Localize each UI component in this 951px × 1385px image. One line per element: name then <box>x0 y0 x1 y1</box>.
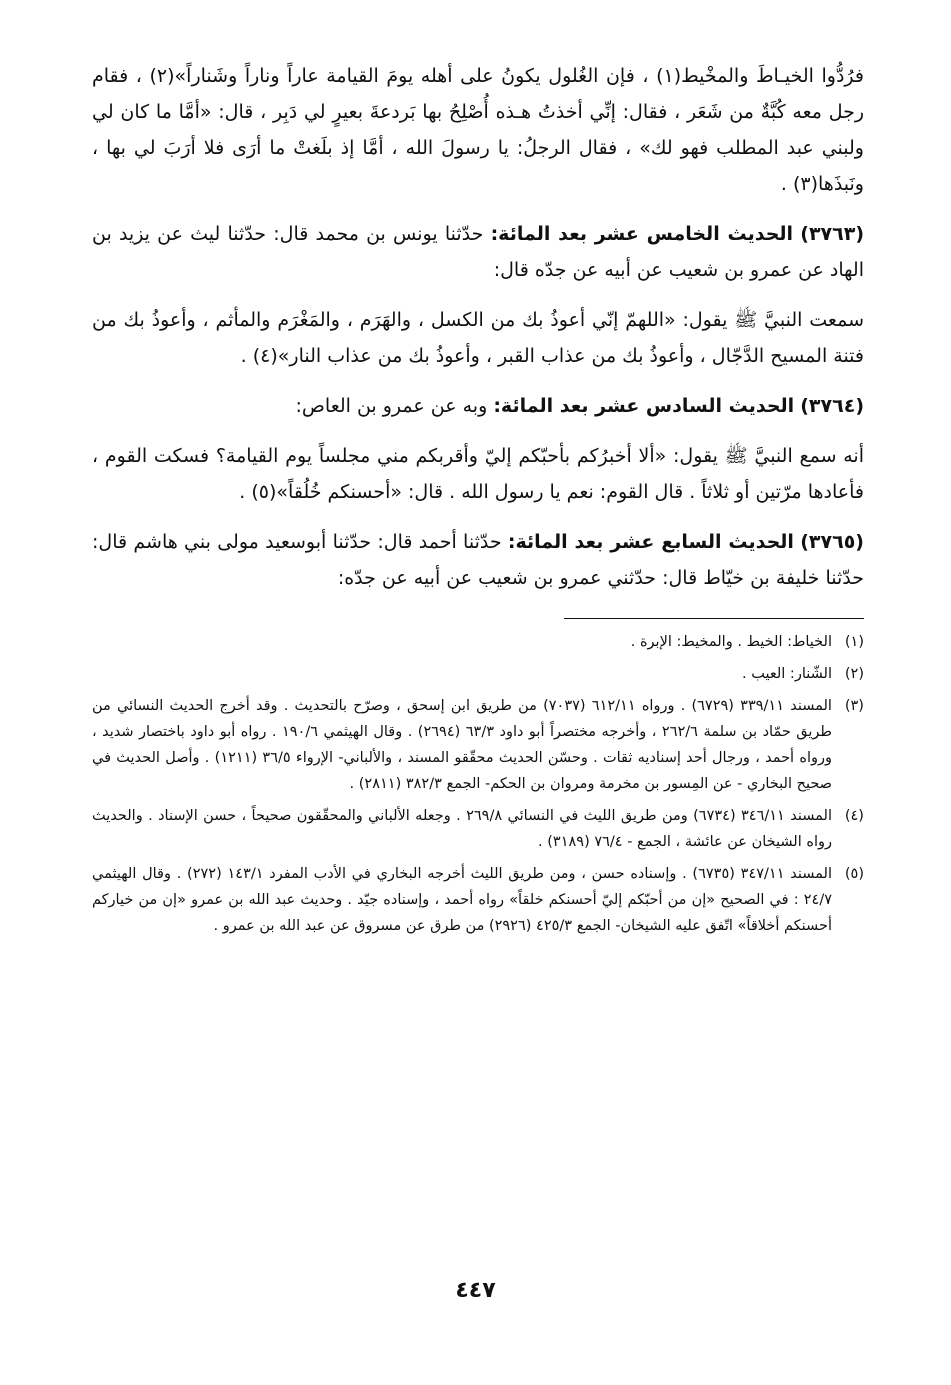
hadith-number: (٣٧٦٤) <box>800 395 864 417</box>
hadith-3764-heading <box>92 388 864 424</box>
hadith-3765-heading <box>92 524 864 596</box>
footnote-text: الخياط: الخيط . والمخيط: الإبرة . <box>630 634 832 650</box>
page-number: ٤٤٧ <box>455 1278 496 1303</box>
hadith-3763-heading <box>92 216 864 288</box>
footnote-mark: (٤) <box>844 808 864 824</box>
footnote-4 <box>92 803 864 855</box>
footnote-mark: (٢) <box>844 666 864 682</box>
hadith-title: الحديث السابع عشر بعد المائة: <box>507 531 794 553</box>
footnote-mark: (١) <box>844 634 864 650</box>
hadith-title: الحديث السادس عشر بعد المائة: <box>493 395 795 417</box>
hadith-isnad: حدّثنا يونس بن محمد قال: حدّثنا ليث عن يزيد بن الهاد عن عمرو بن شعيب عن أبيه عن جدّه قال: <box>92 223 864 281</box>
book-page <box>92 58 864 1368</box>
footnote-text: الشّنار: العيب . <box>742 666 832 682</box>
main-text <box>92 58 864 596</box>
footnote-mark: (٣) <box>844 698 864 714</box>
hadith-number: (٣٧٦٥) <box>800 531 864 553</box>
hadith-3764-text <box>92 438 864 510</box>
footnote-3 <box>92 693 864 797</box>
hadith-number: (٣٧٦٣) <box>800 223 865 245</box>
hadith-isnad: حدّثنا أحمد قال: حدّثنا أبوسعيد مولى بني هاشم قال: حدّثنا خليفة بن خيّاط قال: حدّثني عمرو بن شعيب عن أبيه عن جدّه: <box>92 531 864 589</box>
footnote-2 <box>92 661 864 687</box>
paragraph-text: فرُدُّوا الخيـاطَ والمخْيط(١) ، فإن الغُلول يكونُ على أهله يومَ القيامة عاراً وناراً وشَناراً»(٢) ، فقام رجل معه كُبَّةٌ من شَعَر ، فقال: إنِّي أخذتُ هـذه أُصْلِحُ بها بَردعةَ بعيرٍ لي دَبِر ، قال: «أمَّا ما كان لي ولبني عبد المطلب فهو لك» ، فقال الرجلُ: يا رسولَ الله ، أمَّا إذ بلَغتْ ما أرَى فلا أرَبَ لي بها ، ونَبذَها(٣) . <box>92 65 864 195</box>
footnote-text: المسند ٣٤٧/١١ (٦٧٣٥) . وإسناده حسن ، ومن طريق الليث أخرجه البخاري في الأدب المفرد ١٤٣/١ (٢٧٢) . وقال الهيثمي ٢٤/٧ : في الصحيح «إن من أحبّكم إليّ أحسنكم خلقاً» رواه أحمد ، وإسناده جيّد . وحديث عبد الله بن عمرو «إن من خياركم أحسنكم أخلاقاً» اتّفق عليه الشيخان- الجمع ٤٢٥/٣ (٢٩٢٦) من طرق عن مسروق عن عبد الله بن عمرو . <box>92 866 832 934</box>
footnote-1 <box>92 629 864 655</box>
hadith-title: الحديث الخامس عشر بعد المائة: <box>490 223 794 245</box>
footnote-text: المسند ٣٤٦/١١ (٦٧٣٤) ومن طريق الليث في النسائي ٢٦٩/٨ . وجعله الألباني والمحقّقون صحيحاً ، حسن الإسناد . والحديث رواه الشيخان عن عائشة ، الجمع - ٧٦/٤ (٣١٨٩) . <box>92 808 832 850</box>
footnote-mark: (٥) <box>844 866 864 882</box>
hadith-text: سمعت النبيَّ ﷺ يقول: «اللهمّ إنّي أعوذُ بك من الكسل ، والهَرَم ، والمَغْرَم والمأثم ، وأعوذُ بك من فتنة المسيح الدَّجّال ، وأعوذُ بك من عذاب القبر ، وأعوذُ بك من عذاب النار»(٤) . <box>92 309 864 367</box>
footnotes <box>92 629 864 939</box>
footnote-divider <box>564 618 864 619</box>
hadith-text: أنه سمع النبيَّ ﷺ يقول: «ألا أخبرُكم بأحبّكم إليّ وأقربكم مني مجلساً يوم القيامة؟ فسكت القوم ، فأعادها مرّتين أو ثلاثاً . قال القوم: نعم يا رسول الله . قال: «أحسنكم خُلُقاً»(٥) . <box>92 445 864 503</box>
hadith-isnad: وبه عن عمرو بن العاص: <box>295 395 488 417</box>
footnote-5 <box>92 861 864 939</box>
footnote-text: المسند ٣٣٩/١١ (٦٧٢٩) . ورواه ٦١٢/١١ (٧٠٣٧) من طريق ابن إسحق ، وصرّح بالتحديث . وقد أخرج الحديث النسائي من طريق حمّاد بن سلمة ٢٦٢/٦ ، وأخرجه مختصراً أبو داود ٦٣/٣ (٢٦٩٤) . وقال الهيثمي ١٩٠/٦ . رواه أبو داود باختصار شديد ، ورواه أحمد ، ورجال أحد إسناديه ثقات . وحسّن الحديث محقّقو المسند ، والألباني- الإرواء ٣٦/٥ (١٢١١) . وأصل الحديث في صحيح البخاري - عن المِسور بن مخرمة ومروان بن الحكم- الجمع ٣٨٢/٣ (٢٨١١) . <box>92 698 832 792</box>
paragraph-continuation <box>92 58 864 202</box>
hadith-3763-text <box>92 302 864 374</box>
